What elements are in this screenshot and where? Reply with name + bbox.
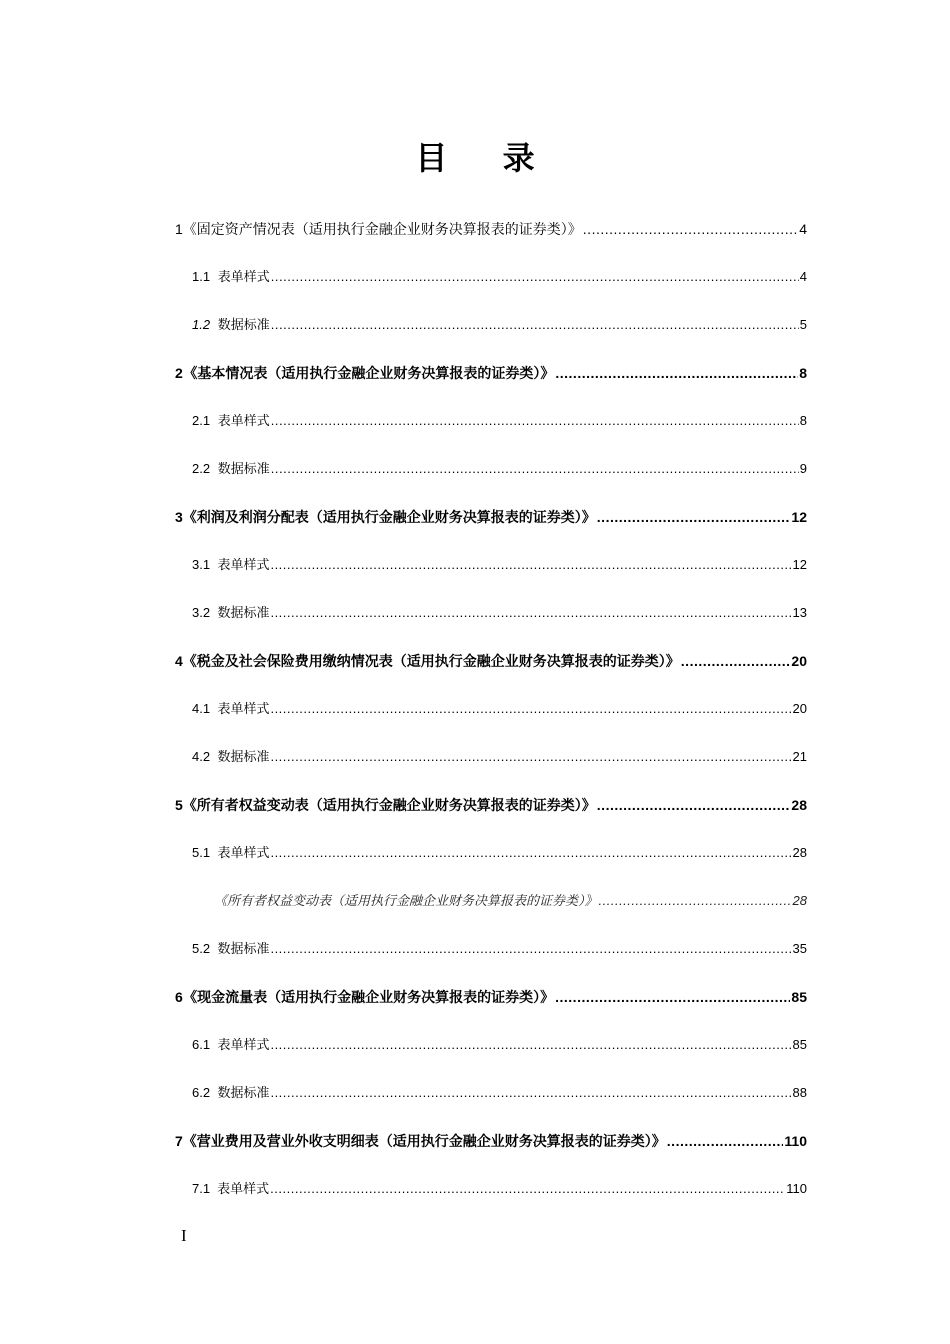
toc-entry-text: 表单样式: [217, 1182, 270, 1197]
toc-entry-number: 2: [175, 365, 183, 381]
toc-dot-leader: [555, 361, 798, 385]
toc-entry-page: 28: [792, 893, 807, 908]
toc-entry-text: 《税金及社会保险费用缴纳情况表（适用执行金融企业财务决算报表的证券类）》: [182, 654, 680, 670]
toc-entry-2-2[interactable]: [192, 457, 807, 481]
toc-dot-leader: [271, 457, 799, 481]
toc-entry-text: 《利润及利润分配表（适用执行金融企业财务决算报表的证券类）》: [182, 510, 596, 526]
toc-entry-text: 数据标准: [217, 750, 270, 765]
toc-dot-leader: [270, 1033, 791, 1057]
toc-dot-leader: [555, 985, 790, 1009]
toc-entry-number: 4: [175, 653, 183, 669]
toc-dot-leader: [270, 841, 791, 865]
toc-entry-page: 4: [799, 269, 807, 284]
toc-entry-text: 表单样式: [217, 414, 270, 429]
toc-entry-text: 数据标准: [217, 942, 270, 957]
toc-entry-2[interactable]: [175, 361, 807, 385]
toc-dot-leader: [667, 1129, 784, 1153]
toc-dot-leader: [681, 649, 791, 673]
toc-entry-text: 《营业费用及营业外收支明细表（适用执行金融企业财务决算报表的证券类）》: [182, 1134, 666, 1150]
toc-entry-3[interactable]: [175, 505, 807, 529]
toc-entry-number: 3.2: [192, 605, 211, 620]
toc-entry-6[interactable]: [175, 985, 807, 1009]
toc-entry-page: 28: [792, 845, 807, 860]
toc-entry-6-2[interactable]: [192, 1081, 807, 1105]
toc-dot-leader: [599, 889, 792, 913]
toc-dot-leader: [271, 409, 799, 433]
toc-entry-page: 88: [792, 1085, 807, 1100]
toc-entry-number: 2.1: [192, 413, 211, 428]
toc-entry-page: 110: [784, 1133, 807, 1149]
toc-entry-page: 12: [792, 557, 807, 572]
toc-entry-number: 6: [175, 989, 183, 1005]
toc-entry-text: 《基本情况表（适用执行金融企业财务决算报表的证券类）》: [183, 366, 555, 382]
toc-entry-5-2[interactable]: [192, 937, 807, 961]
toc-entry-page: 9: [799, 461, 807, 476]
toc-entry-number: 3: [175, 509, 183, 525]
toc-entry-4-1[interactable]: [192, 697, 807, 721]
toc-dot-leader: [597, 505, 791, 529]
toc-entry-page: 85: [791, 989, 807, 1005]
toc-entry-text: 表单样式: [217, 270, 270, 285]
toc-entry-text: 表单样式: [217, 558, 270, 573]
toc-dot-leader: [270, 1177, 785, 1201]
toc-entry-number: 1.1: [192, 269, 211, 284]
toc-entry-text: 《所有者权益变动表（适用执行金融企业财务决算报表的证券类）》: [214, 894, 598, 909]
toc-entry-number: 7.1: [192, 1181, 211, 1196]
toc-entry-page: 85: [792, 1037, 807, 1052]
toc-dot-leader: [270, 553, 791, 577]
toc-entry-page: 20: [792, 701, 807, 716]
toc-dot-leader: [270, 937, 791, 961]
toc-entry-number: 7: [175, 1133, 183, 1149]
toc-entry-page: 35: [792, 941, 807, 956]
toc-entry-text: 《所有者权益变动表（适用执行金融企业财务决算报表的证券类）》: [182, 798, 596, 814]
toc-entry-number: 4.2: [192, 749, 211, 764]
toc-dot-leader: [583, 217, 798, 241]
toc-entry-2-1[interactable]: [192, 409, 807, 433]
toc-entry-7[interactable]: [175, 1129, 807, 1153]
toc-entry-number: 3.1: [192, 557, 211, 572]
toc-dot-leader: [597, 793, 791, 817]
toc-entry-number: 1.2: [192, 317, 211, 332]
toc-entry-6-1[interactable]: [192, 1033, 807, 1057]
toc-entry-number: 1: [175, 221, 183, 237]
toc-dot-leader: [271, 265, 799, 289]
toc-entry-text: 数据标准: [217, 462, 270, 477]
toc-dot-leader: [270, 697, 791, 721]
toc-dot-leader: [270, 601, 791, 625]
toc-entry-number: 5.1: [192, 845, 211, 860]
toc-entry-7-1[interactable]: [192, 1177, 807, 1201]
toc-dot-leader: [270, 1081, 791, 1105]
toc-entry-page: 28: [791, 797, 807, 813]
toc-entry-3-2[interactable]: [192, 601, 807, 625]
toc-entry-page: 5: [799, 317, 807, 332]
toc-entry-number: 6.2: [192, 1085, 211, 1100]
toc-entry-page: 21: [792, 749, 807, 764]
toc-entry-3-1[interactable]: [192, 553, 807, 577]
toc-entry-5[interactable]: [175, 793, 807, 817]
toc-entry-page: 110: [786, 1181, 807, 1196]
toc-entry-text: 表单样式: [217, 702, 270, 717]
toc-entry-1-1[interactable]: [192, 265, 807, 289]
toc-entry-4-2[interactable]: [192, 745, 807, 769]
toc-entry-text: 表单样式: [217, 1038, 270, 1053]
toc-entry-page: 8: [799, 365, 807, 381]
toc-entry-text: 数据标准: [217, 606, 270, 621]
toc-entry-number: 5: [175, 797, 183, 813]
toc-entry-text: 《固定资产情况表（适用执行金融企业财务决算报表的证券类）》: [182, 222, 582, 238]
page-number-footer: I: [181, 1226, 187, 1245]
toc-dot-leader: [270, 745, 791, 769]
toc-entry-number: 6.1: [192, 1037, 211, 1052]
toc-entry-text: 数据标准: [217, 318, 270, 333]
toc-entry-number: 4.1: [192, 701, 211, 716]
toc-entry-number: 2.2: [192, 461, 211, 476]
toc-entry-1-2[interactable]: [192, 313, 807, 337]
toc-entry-5-1[interactable]: [192, 841, 807, 865]
toc-entry-text: 数据标准: [217, 1086, 270, 1101]
toc-entry-page: 4: [799, 221, 807, 237]
toc-entry-text: 《现金流量表（适用执行金融企业财务决算报表的证券类）》: [183, 990, 555, 1006]
toc-entry-text: 表单样式: [217, 846, 270, 861]
toc-entry-page: 12: [791, 509, 807, 525]
toc-entry-4[interactable]: [175, 649, 807, 673]
toc-entry-number: 5.2: [192, 941, 211, 956]
toc-entry-1[interactable]: [175, 217, 807, 241]
page-title: 目 录: [415, 139, 557, 177]
toc-entry-page: 13: [792, 605, 807, 620]
toc-entry-page: 8: [799, 413, 807, 428]
toc-entry-page: 20: [791, 653, 807, 669]
toc-entry-5-1-sub[interactable]: [214, 889, 807, 913]
toc-dot-leader: [271, 313, 799, 337]
